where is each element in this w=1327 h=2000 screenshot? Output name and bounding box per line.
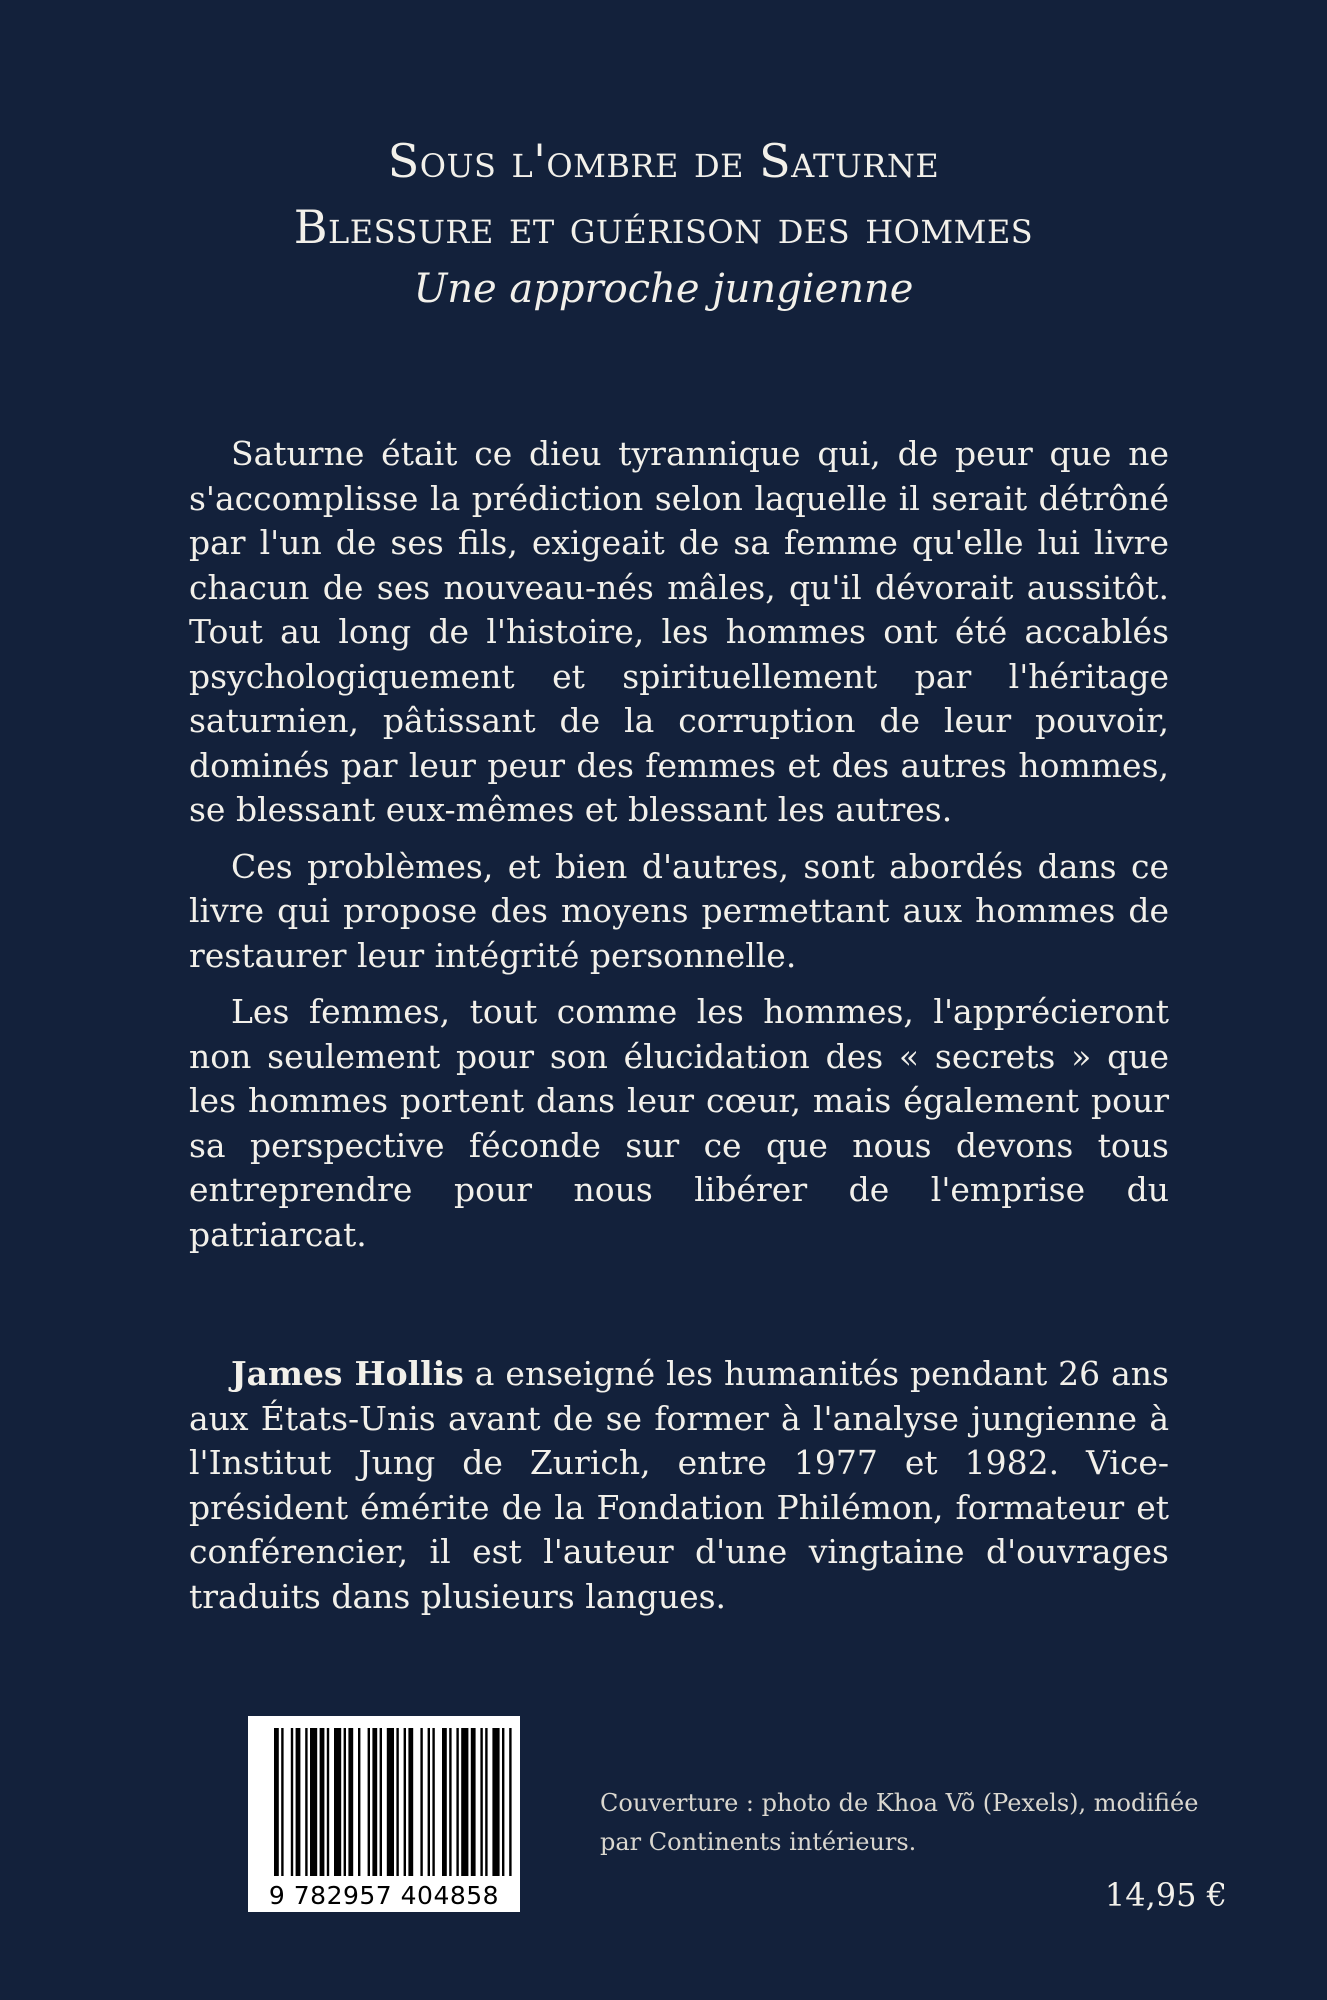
barcode-bar <box>396 1728 398 1876</box>
barcode-bar <box>274 1728 279 1876</box>
barcode-bar <box>387 1728 394 1876</box>
barcode-bar <box>404 1728 406 1876</box>
cover-credit <box>600 1784 1220 1862</box>
barcode-bar <box>461 1728 468 1876</box>
barcode-bar <box>442 1728 447 1876</box>
barcode-bar <box>456 1728 458 1876</box>
barcode-bar <box>492 1728 499 1876</box>
barcode-bar <box>408 1728 413 1876</box>
synopsis <box>189 432 1169 1269</box>
barcode-bar <box>471 1728 476 1876</box>
barcode-bar <box>485 1728 487 1876</box>
barcode-bar <box>428 1728 430 1876</box>
barcode-bar <box>480 1728 482 1876</box>
barcode-bar <box>291 1728 293 1876</box>
cover-credit-line-1: Couverture : photo de Khoa Võ (Pexels), modifiée <box>600 1789 1199 1817</box>
isbn-barcode <box>248 1716 520 1912</box>
barcode-bar <box>334 1728 341 1876</box>
barcode-bar <box>372 1728 377 1876</box>
barcode-bar <box>380 1728 382 1876</box>
cover-credit-line-2: par Continents intérieurs. <box>600 1828 917 1856</box>
synopsis-paragraph-2: Ces problèmes, et bien d'autres, sont abordés dans ce livre qui propose des moyens permettant aux hommes de restaurer leur intégrité personnelle. <box>189 846 1169 975</box>
barcode-bar <box>449 1728 451 1876</box>
barcode-bar <box>420 1728 422 1876</box>
barcode-bar <box>344 1728 346 1876</box>
book-title: Sous l'ombre de Saturne <box>387 134 940 188</box>
barcode-bar <box>296 1728 301 1876</box>
book-subtitle-main: Blessure et guérison des hommes <box>293 200 1034 254</box>
barcode-bar <box>348 1728 353 1876</box>
barcode-bar <box>327 1728 329 1876</box>
barcode-bar <box>502 1728 504 1876</box>
author-name: James Hollis <box>231 1354 464 1393</box>
title-block <box>0 128 1327 318</box>
barcode-bars <box>248 1716 520 1876</box>
barcode-bar <box>281 1728 283 1876</box>
price: 14,95 € <box>1104 1876 1227 1914</box>
barcode-bar <box>320 1728 325 1876</box>
barcode-bar <box>509 1728 511 1876</box>
author-bio-text: a enseigné les humanités pendant 26 ans aux États-Unis avant de se former à l'analyse jungienne à l'Institut Jung de Zurich, entre 1977 et 1982. Vice-président émérite de la Fondation Philémon, formateur et conférencier, il est l'auteur d'une vingtaine d'ouvrages traduits dans plusieurs langues. <box>189 1354 1169 1616</box>
synopsis-paragraph-3: Les femmes, tout comme les hommes, l'apprécieront non seulement pour son élucidation des « secrets » que les hommes portent dans leur cœur, mais également pour sa perspective féconde sur ce que nous devons tous entreprendre pour nous libérer de l'emprise du patriarcat. <box>189 992 1169 1254</box>
synopsis-paragraph-1: Saturne était ce dieu tyrannique qui, de peur que ne s'accomplisse la prédiction selon laquelle il serait détrôné par l'un de ses fils, exigeait de sa femme qu'elle lui livre chacun de ses nouveau-nés mâles, qu'il dévorait aussitôt. Tout au long de l'histoire, les hommes ont été accablés psychologiquement et spirituellement par l'héritage saturnien, pâtissant de la corruption de leur pouvoir, dominés par leur peur des femmes et des autres hommes, se blessant eux-mêmes et blessant les autres. <box>189 434 1169 829</box>
barcode-bar <box>305 1728 307 1876</box>
barcode-bar <box>358 1728 360 1876</box>
isbn-digits: 9 782957 404858 <box>268 1881 500 1910</box>
barcode-bar <box>368 1728 370 1876</box>
barcode-bar <box>432 1728 434 1876</box>
author-bio <box>189 1352 1169 1619</box>
book-subtitle-italic: Une approche jungienne <box>413 266 914 312</box>
barcode-bar <box>310 1728 317 1876</box>
